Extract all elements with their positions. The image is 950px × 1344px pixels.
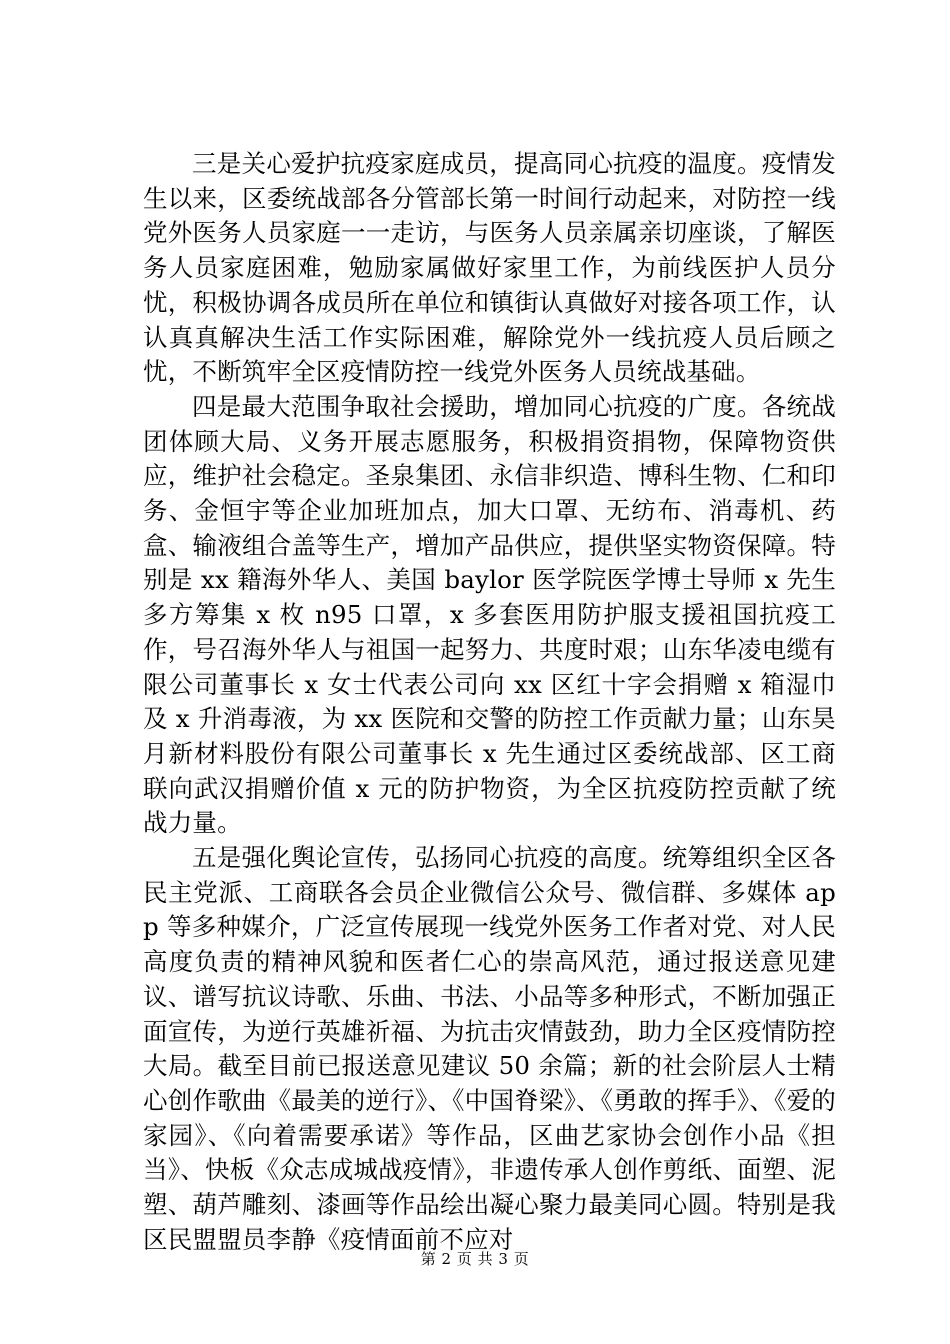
document-page — [143, 147, 836, 1258]
paragraph-2: 四是最大范围争取社会援助，增加同心抗疫的广度。各统战团体顾大局、义务开展志愿服务，积极捐资捐物，保障物资供应，维护社会稳定。圣泉集团、永信非织造、博科生物、仁和印务、金恒宇等企业加班加点，加大口罩、无纺布、消毒机、药盒、输液组合盖等生产，增加产品供应，提供坚实物资保障。特别是 xx 籍海外华人、美国 baylor 医学院医学博士导师 x 先生多方筹集 x 枚 n95 口罩，x 多套医用防护服支援祖国抗疫工作，号召海外华人与祖国一起努力、共度时艰；山东华凌电缆有限公司董事长 x 女士代表公司向 xx 区红十字会捐赠 x 箱湿巾及 x 升消毒液，为 xx 医院和交警的防控工作贡献力量；山东昊月新材料股份有限公司董事长 x 先生通过区委统战部、区工商联向武汉捐赠价值 x 元的防护物资，为全区抗疫防控贡献了统战力量。 — [143, 391, 836, 838]
paragraph-1: 三是关心爱护抗疫家庭成员，提高同心抗疫的温度。疫情发生以来，区委统战部各分管部长第一时间行动起来，对防控一线党外医务人员家庭一一走访，与医务人员亲属亲切座谈，了解医务人员家庭困难，勉励家属做好家里工作，为前线医护人员分忧，积极协调各成员所在单位和镇街认真做好对接各项工作，认认真真解决生活工作实际困难，解除党外一线抗疫人员后顾之忧，不断筑牢全区疫情防控一线党外医务人员统战基础。 — [143, 149, 836, 387]
page-footer: 第 2 页 共 3 页 — [420, 1250, 530, 1268]
paragraph-3: 五是强化舆论宣传，弘扬同心抗疫的高度。统筹组织全区各民主党派、工商联各会员企业微信公众号、微信群、多媒体 app 等多种媒介，广泛宣传展现一线党外医务工作者对党、对人民高度负责的精神风貌和医者仁心的崇高风范，通过报送意见建议、谱写抗议诗歌、乐曲、书法、小品等多种形式，不断加强正面宣传，为逆行英雄祈福、为抗击灾情鼓劲，助力全区疫情防控大局。截至目前已报送意见建议 50 余篇；新的社会阶层人士精心创作歌曲《最美的逆行》、《中国脊梁》、《勇敢的挥手》、《爱的家园》、《向着需要承诺》等作品，区曲艺家协会创作小品《担当》、快板《众志成城战疫情》，非遗传承人创作剪纸、面塑、泥塑、葫芦雕刻、漆画等作品绘出凝心聚力最美同心圆。特别是我区民盟盟员李静《疫情面前不应对 — [143, 843, 836, 1254]
